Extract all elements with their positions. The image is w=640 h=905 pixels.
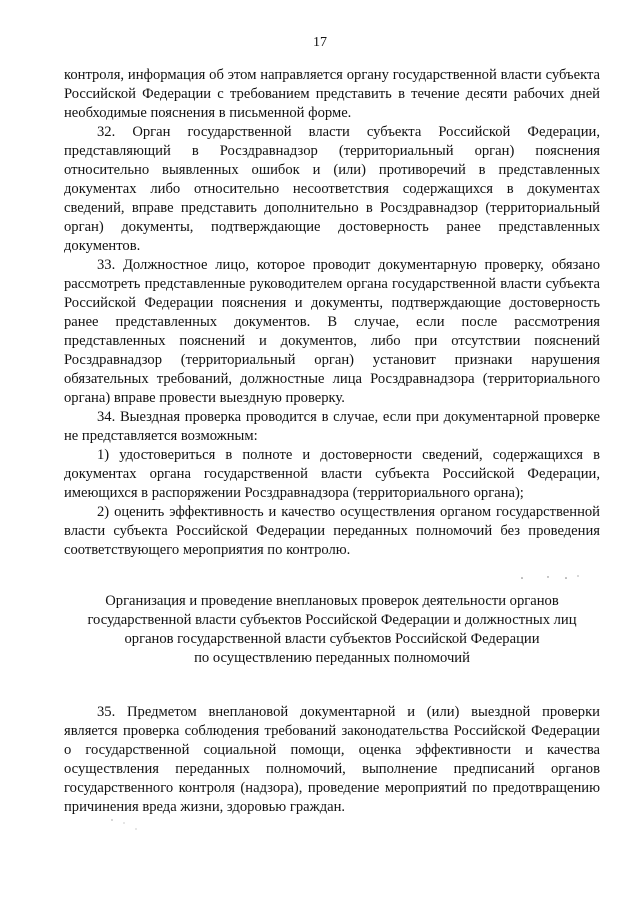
paragraph-continuation: контроля, информация об этом направляется органу государственной власти субъекта Российской Федерации с требованием представить в течение десяти рабочих дней необходимые пояснения в письменной форме.: [64, 67, 600, 121]
heading-line-2: государственной власти субъектов Российской Федерации и должностных лиц: [87, 612, 577, 628]
list-item-1: 1) удостовериться в полноте и достоверности сведений, содержащихся в документах органа государственной власти субъекта Российской Федерации, имеющихся в распоряжении Росздравнадзора (территориального органа);: [64, 447, 600, 501]
main-text-block: [64, 66, 600, 560]
page-number: 17: [313, 35, 327, 50]
paragraph-34: 34. Выездная проверка проводится в случае, если при документарной проверке не представляется возможным:: [64, 409, 600, 444]
heading-line-3: органов государственной власти субъектов Российской Федерации: [124, 631, 540, 647]
list-item-2: 2) оценить эффективность и качество осуществления органом государственной власти субъекта Российской Федерации переданных полномочий без проведения соответствующего мероприятия по контролю.: [64, 504, 600, 558]
section-heading: [64, 592, 600, 668]
paragraph-33: 33. Должностное лицо, которое проводит документарную проверку, обязано рассмотреть представленные руководителем органа государственной власти субъекта Российской Федерации пояснения и документы, подтверждающие достоверность ранее представленных документов. В случае, если после рассмотрения представленных пояснений и документов, либо при отсутствии пояснений Росздравнадзор (территориальный орган) установит признаки нарушения обязательных требований, должностные лица Росздравнадзора (территориального органа) вправе провести выездную проверку.: [64, 257, 600, 406]
paragraph-32: 32. Орган государственной власти субъекта Российской Федерации, представляющий в Росздравнадзор (территориальный орган) пояснения относительно выявленных ошибок и (или) противоречий в представленных документах либо относительно несоответствия содержащихся в документах сведений, вправе представить дополнительно в Росздравнадзор (территориальный орган) документы, подтверждающие достоверность ранее представленных документов.: [64, 124, 600, 254]
heading-line-4: по осуществлению переданных полномочий: [194, 650, 470, 666]
paragraph-35: 35. Предметом внеплановой документарной и (или) выездной проверки является проверка соблюдения требований законодательства Российской Федерации о государственной социальной помощи, оценка эффективности и качества осуществления переданных полномочий, выполнение предписаний органов государственного контроля (надзора), проведение мероприятий по предотвращению причинения вреда жизни, здоровью граждан.: [64, 704, 600, 815]
heading-line-1: Организация и проведение внеплановых проверок деятельности органов: [105, 593, 559, 609]
section-2-text-block: [64, 703, 600, 817]
